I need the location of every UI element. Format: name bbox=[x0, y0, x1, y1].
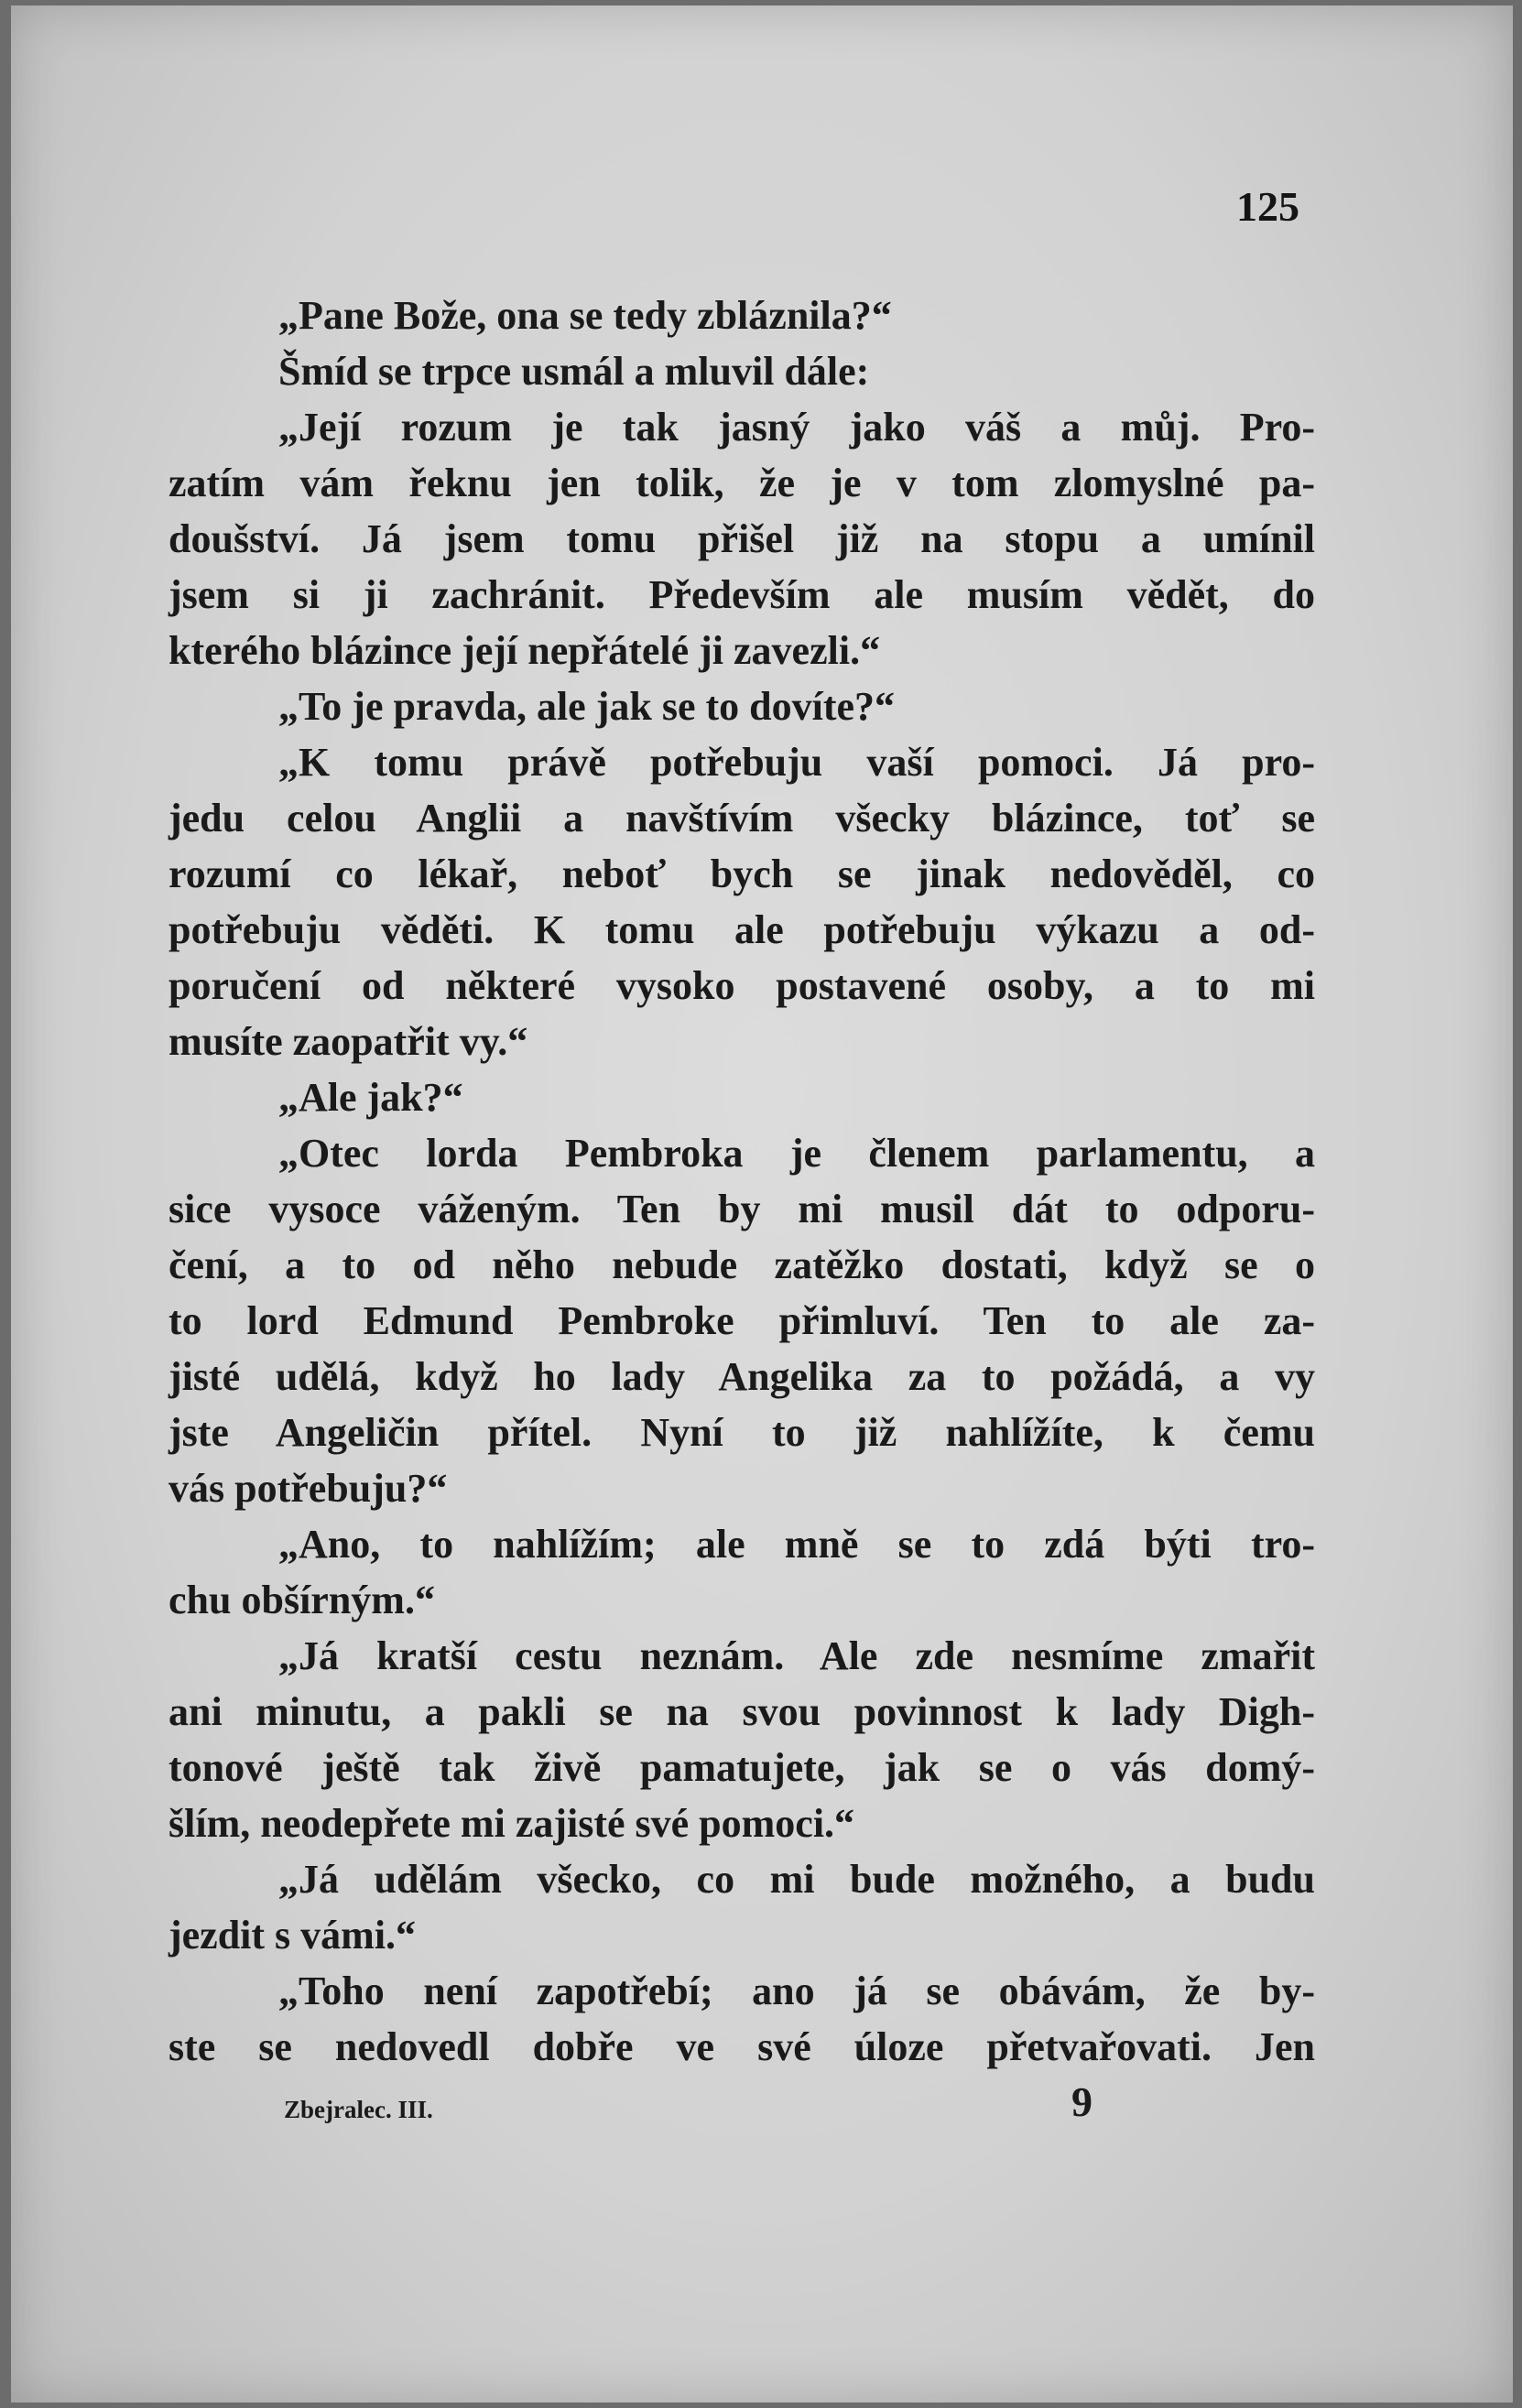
text-line: jedu celou Anglii a navštívím všecky blázince, toť se bbox=[169, 796, 1315, 841]
text-line: jisté udělá, když ho lady Angelika za to požádá, a vy bbox=[169, 1354, 1315, 1399]
text-line: ani minutu, a pakli se na svou povinnost k lady Digh- bbox=[169, 1689, 1315, 1734]
text-line: „Ale jak?“ bbox=[278, 1075, 463, 1120]
text-line: Šmíd se trpce usmál a mluvil dále: bbox=[278, 349, 870, 394]
text-line: jezdit s vámi.“ bbox=[169, 1913, 417, 1958]
text-line: sice vysoce váženým. Ten by mi musil dát to odporu- bbox=[169, 1187, 1315, 1231]
text-line: „To je pravda, ale jak se to dovíte?“ bbox=[278, 684, 896, 729]
text-line: vás potřebuju?“ bbox=[169, 1466, 448, 1511]
text-line: potřebuju věděti. K tomu ale potřebuju výkazu a od- bbox=[169, 907, 1315, 952]
text-line: jste Angeličin přítel. Nyní to již nahlížíte, k čemu bbox=[169, 1410, 1315, 1455]
text-line: „Já udělám všecko, co mi bude možného, a budu bbox=[278, 1857, 1315, 1902]
text-line: chu obšírným.“ bbox=[169, 1578, 435, 1622]
text-line: jsem si ji zachránit. Především ale musím vědět, do bbox=[169, 572, 1315, 617]
text-line: „Pane Bože, ona se tedy zbláznila?“ bbox=[278, 293, 892, 338]
text-line: „Ano, to nahlížím; ale mně se to zdá býti tro- bbox=[278, 1522, 1315, 1567]
text-line: „K tomu právě potřebuju vaší pomoci. Já pro- bbox=[278, 740, 1315, 785]
body-text bbox=[169, 287, 1315, 2075]
text-line: rozumí co lékař, neboť bych se jinak nedověděl, co bbox=[169, 851, 1315, 896]
text-line: zatím vám řeknu jen tolik, že je v tom zlomyslné pa- bbox=[169, 461, 1315, 505]
text-line: šlím, neodepřete mi zajisté své pomoci.“ bbox=[169, 1801, 855, 1846]
text-line: to lord Edmund Pembroke přimluví. Ten to ale za- bbox=[169, 1298, 1315, 1343]
text-line: ste se nedovedl dobře ve své úloze přetvařovati. Jen bbox=[169, 2024, 1315, 2069]
text-line: „Já kratší cestu neznám. Ale zde nesmíme zmařit bbox=[278, 1633, 1315, 1678]
text-line: „Toho není zapotřebí; ano já se obávám, že by- bbox=[278, 1969, 1315, 2013]
sheet-number: 9 bbox=[1071, 2078, 1093, 2125]
page-number: 125 bbox=[1236, 183, 1299, 230]
text-line: tonové ještě tak živě pamatujete, jak se o vás domý- bbox=[169, 1745, 1315, 1790]
book-page bbox=[11, 5, 1513, 2403]
text-line: musíte zaopatřit vy.“ bbox=[169, 1019, 528, 1064]
text-line: čení, a to od něho nebude zatěžko dostati, když se o bbox=[169, 1242, 1315, 1287]
text-line: „Otec lorda Pembroka je členem parlamentu, a bbox=[278, 1131, 1315, 1176]
signature-mark: Zbejralec. III. bbox=[284, 2096, 433, 2123]
text-line: poručení od některé vysoko postavené osoby, a to mi bbox=[169, 963, 1315, 1008]
text-line: doušství. Já jsem tomu přišel již na stopu a umínil bbox=[169, 516, 1315, 561]
text-line: „Její rozum je tak jasný jako váš a můj. Pro- bbox=[278, 405, 1315, 450]
text-line: kterého blázince její nepřátelé ji zavezli.“ bbox=[169, 628, 881, 673]
